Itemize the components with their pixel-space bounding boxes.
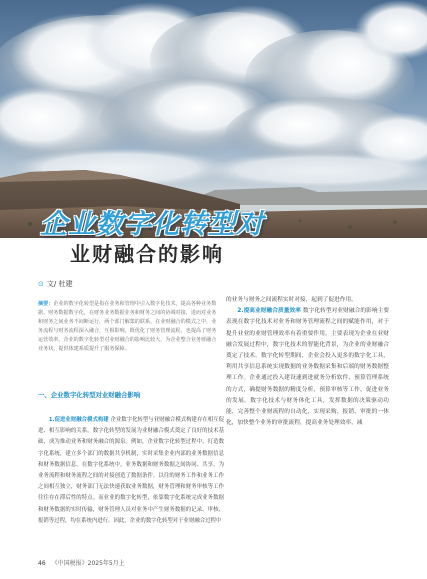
subheading: 1.促进业财融合模式构建	[48, 417, 109, 423]
body-column-left	[38, 415, 224, 548]
subheading: 2.提高业财融合质量效率	[237, 308, 302, 315]
paragraph	[38, 415, 224, 527]
page-footer	[38, 558, 125, 567]
abstract-text: 企业的数字化转型是指在业务和管理中引入数字化技术，提高各种业务数据、财务数据数字化，在财务业务数据业务和财务之间的协调对接，进而对业务和财务之间业务不间断运行，两个部门解集的联系，在业财融合的模式之中，业务流程与财务流程深入融合，互相影响，既优化了财务管理流程，也提高了财务运营效率。企业的数字化转型对业财融合的影响比较大，为企业整合业务财融合业务状，提供体建系质提升了服务保障。	[38, 301, 217, 352]
paragraph	[226, 295, 389, 306]
author-text: 文/ 杜建	[46, 280, 73, 288]
title-line-1: 企业数字化转型对	[40, 209, 264, 240]
body-column-right	[226, 295, 389, 565]
publication-name: 《中国税报》2025年5月上	[51, 560, 125, 567]
paragraph-text: 的业务与财务之间流程实时对接，起到了促进作用。	[226, 297, 357, 303]
abstract	[38, 300, 218, 354]
abstract-label: 摘要：	[38, 301, 54, 307]
author-byline	[38, 279, 72, 289]
section-heading: 一、企业数字化转型对业财融合影响	[38, 391, 141, 399]
paragraph-text: 企业数字化转型与业财融合模式构建存在相互促进、相互影响的关系。数字化转型的发展为业财融合模式奠定了良好的技术基础，成为推动业务和财务融合的源泉。例如，企业数字化转型过程中，打造数字化系统，建立多个部门的数据共享机制，实时采集企业内部的业务数据信息和财务数据信息。在数字化系统中，业务数据和财务数据之间协同、共享，为业务流程和财务流程之间的对接创造了数据条件。以往的财务工作和业务工作之间相互独立，财务部门无法快速获取业务数据，财务管理和财务审核等工作往往存在滞后性的特点。而业业的数字化转型，依靠数字化系统完成业务数据和财务数据的实时传输，财务管理人员对业务中产生财务数据的记录、审核、报销等过程，均在系统内进行。因此，企业的数字化转型对于业财融合过程中	[38, 417, 224, 524]
paragraph-text: 数字化转型对业财融合的影响主要表现在数字化技术对业务和财务管理流程之间的赋能作用，对于提升业业的业财管理效率有着重要作用，主要表现为企业在业财融合发展过程中，数字化技术的智能化背景，为企业的业财融合奠定了技术。数字化转型期间，企业会投入更多的数字化工具，利用共享信息系统实现数据的业务数据采集和后端的财务数据整理工作。企业通过投入建设速到进就务分析软件、预算管理系统的方式，确提财务数据的精度分析，预算审核等工作，促进业务的发展。数字化技术与财务体化工具，发挥数据的决策驱动功能，完善整个业财流程的自动化，实现采购、报销、审批的一体化，加快整个业务的审批流程，提高业务处理效率，减	[226, 308, 389, 427]
author-marker-icon: ⊙	[38, 280, 44, 288]
page-number: 46	[38, 560, 46, 567]
paragraph	[226, 306, 389, 429]
title-line-2: 业财融合的影响	[70, 242, 224, 266]
